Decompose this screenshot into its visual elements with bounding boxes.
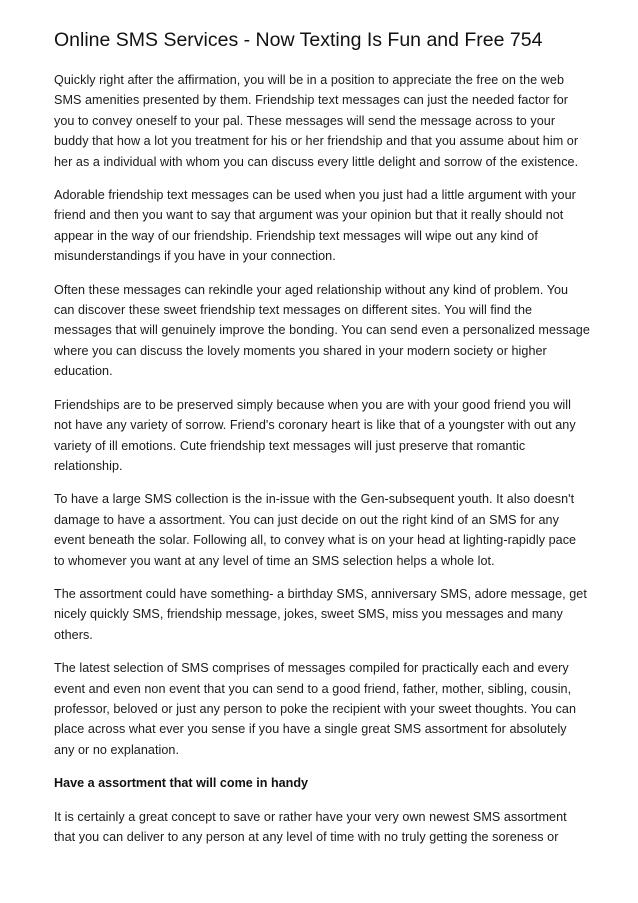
- paragraph-3: Often these messages can rekindle your aged relationship without any kind of problem. You can discover these sweet friendship text messages on different sites. You will find the messages that will genuinely improve the bonding. You can send even a personalized message where you can discuss the lovely moments you shared in your modern society or higher education.: [54, 282, 590, 379]
- paragraph-1: Quickly right after the affirmation, you will be in a position to appreciate the free on the web SMS amenities presented by them. Friendship text messages can just the needed factor for you to convey oneself to your pal. These messages will send the message across to your buddy that how a lot you treatment for his or her friendship and that you assume about him or her as a individual with whom you can discuss every little delight and sorrow of the existence.: [54, 73, 579, 169]
- paragraph-6: The assortment could have something- a birthday SMS, anniversary SMS, adore message, get nicely quickly SMS, friendship message, jokes, sweet SMS, miss you messages and many others.: [54, 586, 587, 642]
- paragraph-2: Adorable friendship text messages can be used when you just had a little argument with your friend and then you want to say that argument was your opinion but that it really should not appear in the way of our friendship. Friendship text messages will wipe out any kind of misunderstandings if you have in your connection.: [54, 188, 576, 264]
- paragraph-4: Friendships are to be preserved simply because when you are with your good friend you will not have any variety of sorrow. Friend's coronary heart is like that of a youngster with out any variety of ill emotions. Cute friendship text messages will just preserve that romantic relationship.: [54, 397, 576, 473]
- paragraph-8: It is certainly a great concept to save or rather have your very own newest SMS assortment that you can deliver to any person at any level of time with no truly getting the soreness or: [54, 809, 567, 844]
- paragraph-7: The latest selection of SMS comprises of messages compiled for practically each and every event and even non event that you can send to a good friend, father, mother, sibling, cousin, professor, beloved or just any person to poke the recipient with your sweet thoughts. You can place across what ever you sense if you have a single great SMS assortment for absolutely any or no explanation.: [54, 661, 577, 757]
- paragraph-5: To have a large SMS collection is the in-issue with the Gen-subsequent youth. It also doesn't damage to have a assortment. You can just decide on out the right kind of an SMS for any event beneath the solar. Following all, to convey what is on your head at lighting-rapidly pace to whomever you want at any level of time an SMS selection helps a whole lot.: [54, 492, 577, 568]
- page-title: Online SMS Services - Now Texting Is Fun and Free 754: [54, 29, 543, 51]
- section-heading: Have a assortment that will come in handy: [54, 776, 309, 791]
- article-body: [54, 70, 590, 860]
